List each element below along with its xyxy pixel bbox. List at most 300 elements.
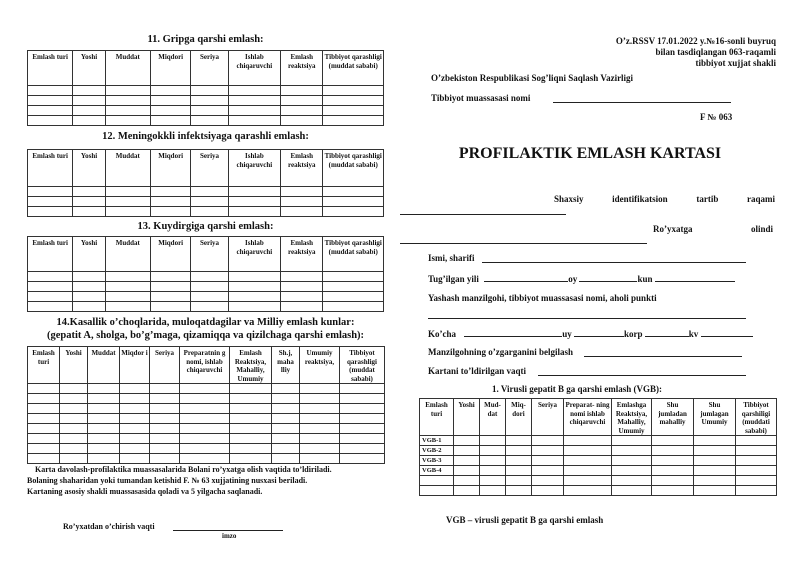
column-header: Emlash turi — [28, 51, 73, 86]
table-meningococcal — [27, 149, 384, 217]
table-cell[interactable] — [60, 444, 88, 454]
table-cell[interactable] — [105, 272, 150, 282]
table-cell[interactable] — [532, 436, 564, 446]
table-cell[interactable] — [506, 466, 532, 476]
table-cell[interactable] — [454, 476, 480, 486]
table-row — [28, 197, 384, 207]
table-cell[interactable] — [340, 404, 385, 414]
table-cell[interactable] — [323, 106, 384, 116]
table-cell[interactable] — [73, 96, 105, 106]
table-cell[interactable] — [28, 292, 73, 302]
table-cell[interactable] — [323, 86, 384, 96]
dob-label: Tug’ilgan yili — [428, 274, 479, 284]
table-cell[interactable] — [120, 384, 150, 394]
column-header: Emlash turi — [28, 237, 73, 272]
table-cell[interactable] — [120, 454, 150, 464]
table-cell[interactable] — [694, 446, 736, 456]
table-cell[interactable] — [506, 486, 532, 496]
table-cell[interactable] — [323, 116, 384, 126]
table-header-row — [28, 150, 384, 187]
table-cell[interactable] — [151, 187, 191, 197]
table-cell[interactable] — [88, 394, 120, 404]
table-cell[interactable] — [272, 424, 300, 434]
table-cell[interactable] — [60, 434, 88, 444]
table-cell[interactable] — [420, 476, 454, 486]
table-cell[interactable] — [454, 456, 480, 466]
table-cell[interactable] — [281, 86, 323, 96]
table-cell[interactable] — [612, 446, 652, 456]
table-cell[interactable] — [105, 197, 150, 207]
table-cell[interactable] — [73, 292, 105, 302]
table-cell[interactable] — [564, 456, 612, 466]
table-row — [28, 394, 385, 404]
filled-date-label: Kartani to’ldirilgan vaqti — [428, 366, 527, 376]
table-cell[interactable] — [28, 404, 60, 414]
table-cell[interactable] — [191, 96, 228, 106]
card-title: PROFILAKTIK EMLASH KARTASI — [458, 145, 722, 162]
table-cell[interactable] — [28, 116, 73, 126]
column-header: Emlash reaktsiya — [281, 51, 323, 86]
table-cell[interactable] — [736, 486, 777, 496]
table-cell[interactable] — [340, 414, 385, 424]
table-cell[interactable] — [180, 394, 230, 404]
table-cell[interactable] — [88, 384, 120, 394]
table-cell[interactable] — [564, 486, 612, 496]
table-cell[interactable] — [532, 466, 564, 476]
table-cell[interactable] — [120, 434, 150, 444]
table-cell[interactable] — [180, 414, 230, 424]
table-cell[interactable] — [228, 187, 280, 197]
table-cell[interactable] — [228, 302, 280, 312]
table-cell[interactable] — [88, 454, 120, 464]
table-cell[interactable] — [652, 446, 694, 456]
table-cell[interactable] — [28, 272, 73, 282]
table-cell[interactable] — [228, 197, 280, 207]
table-cell[interactable] — [272, 454, 300, 464]
table-cell[interactable] — [73, 197, 105, 207]
table-cell[interactable] — [694, 456, 736, 466]
table-cell[interactable] — [191, 282, 228, 292]
column-header: Emlash reaktsiya — [281, 150, 323, 187]
removal-date-label: Ro’yxatdan o’chirish vaqti — [63, 522, 155, 531]
table-row — [420, 486, 777, 496]
table-cell[interactable] — [323, 272, 384, 282]
column-header: Yoshi — [73, 150, 105, 187]
table-cell[interactable] — [230, 424, 272, 434]
table-cell[interactable] — [281, 116, 323, 126]
table-cell[interactable] — [230, 454, 272, 464]
table-cell[interactable] — [736, 466, 777, 476]
table-cell[interactable] — [28, 394, 60, 404]
table-cell[interactable] — [506, 456, 532, 466]
table-cell[interactable] — [151, 207, 191, 217]
column-header: Miqdori — [151, 51, 191, 86]
table-cell[interactable] — [105, 282, 150, 292]
registered-word-1: Ro’yxatga — [653, 224, 693, 234]
table-cell[interactable] — [323, 197, 384, 207]
table-cell[interactable] — [228, 282, 280, 292]
table-cell[interactable] — [340, 394, 385, 404]
table-cell[interactable] — [564, 476, 612, 486]
table-cell[interactable] — [180, 424, 230, 434]
column-header: Mud- dat — [480, 399, 506, 436]
table-cell[interactable] — [150, 414, 180, 424]
building-line — [645, 328, 689, 337]
column-header: Seriya — [191, 150, 228, 187]
table-cell[interactable] — [60, 424, 88, 434]
column-header: Tibbiyot qarashligi (muddat sababi) — [323, 150, 384, 187]
table-cell[interactable] — [694, 486, 736, 496]
table-cell[interactable] — [150, 404, 180, 414]
table-cell[interactable] — [151, 302, 191, 312]
table-cell[interactable] — [191, 272, 228, 282]
table-cell[interactable] — [652, 466, 694, 476]
table-cell[interactable] — [28, 434, 60, 444]
table-cell[interactable] — [105, 292, 150, 302]
dob-row — [428, 273, 735, 284]
table-cell[interactable] — [272, 434, 300, 444]
table-cell[interactable] — [694, 436, 736, 446]
table-cell[interactable] — [736, 456, 777, 466]
table-cell[interactable] — [73, 302, 105, 312]
table-cell[interactable] — [230, 394, 272, 404]
table-cell[interactable] — [73, 187, 105, 197]
registered-line — [400, 243, 647, 244]
table-cell[interactable] — [480, 456, 506, 466]
table-cell[interactable] — [694, 466, 736, 476]
table-cell[interactable] — [28, 86, 73, 96]
table-cell[interactable] — [736, 436, 777, 446]
table-cell[interactable] — [228, 86, 280, 96]
table-cell[interactable] — [230, 444, 272, 454]
section-14-title-1: 14.Kasallik o’choqlarida, muloqatdagilar va Milliy emlash kunlar: — [56, 317, 355, 328]
table-cell[interactable] — [228, 292, 280, 302]
table-cell[interactable] — [28, 444, 60, 454]
table-cell[interactable] — [73, 282, 105, 292]
table-cell[interactable] — [151, 96, 191, 106]
table-cell[interactable]: VGB-4 — [420, 466, 454, 476]
table-cell[interactable] — [612, 466, 652, 476]
table-cell[interactable] — [300, 394, 340, 404]
table-cell[interactable] — [88, 404, 120, 414]
table-cell[interactable] — [612, 456, 652, 466]
table-cell[interactable] — [272, 384, 300, 394]
table-cell[interactable] — [191, 187, 228, 197]
column-header: Seriya — [150, 347, 180, 384]
table-cell[interactable] — [120, 444, 150, 454]
table-cell[interactable] — [300, 424, 340, 434]
column-header: Emlash turi — [420, 399, 454, 436]
table-cell[interactable] — [454, 446, 480, 456]
table-cell[interactable] — [300, 414, 340, 424]
table-cell[interactable] — [28, 187, 73, 197]
table-cell[interactable] — [150, 424, 180, 434]
table-cell[interactable]: VGB-2 — [420, 446, 454, 456]
table-cell[interactable] — [73, 272, 105, 282]
table-cell[interactable] — [228, 116, 280, 126]
table-cell[interactable] — [564, 446, 612, 456]
personal-id-line — [400, 214, 566, 215]
table-cell[interactable] — [180, 454, 230, 464]
table-cell[interactable] — [28, 424, 60, 434]
vgb-title: 1. Virusli gepatit B ga qarshi emlash (VGB): — [492, 384, 663, 394]
table-cell[interactable] — [228, 106, 280, 116]
table-grip — [27, 50, 384, 126]
table-cell[interactable] — [28, 384, 60, 394]
column-header: Emlash reaktsiya — [281, 237, 323, 272]
table-cell[interactable] — [73, 106, 105, 116]
table-cell[interactable] — [191, 86, 228, 96]
table-cell[interactable] — [191, 106, 228, 116]
table-cell[interactable] — [105, 116, 150, 126]
table-cell[interactable] — [150, 454, 180, 464]
table-cell[interactable] — [652, 456, 694, 466]
table-cell[interactable] — [340, 424, 385, 434]
table-cell[interactable] — [230, 404, 272, 414]
table-cell[interactable] — [191, 302, 228, 312]
table-cell[interactable] — [323, 207, 384, 217]
table-cell[interactable] — [28, 106, 73, 116]
table-cell[interactable] — [228, 96, 280, 106]
table-cell[interactable] — [60, 394, 88, 404]
table-cell[interactable] — [120, 394, 150, 404]
dob-month-line — [579, 273, 637, 282]
table-cell[interactable] — [151, 282, 191, 292]
table-cell[interactable] — [60, 414, 88, 424]
table-cell[interactable] — [281, 282, 323, 292]
address-change-line — [584, 356, 742, 357]
table-cell[interactable] — [281, 292, 323, 302]
table-cell[interactable] — [532, 486, 564, 496]
table-cell[interactable] — [323, 292, 384, 302]
dob-day-label: kun — [637, 274, 653, 284]
table-cell[interactable] — [151, 292, 191, 302]
table-cell[interactable] — [340, 454, 385, 464]
table-header-row — [28, 237, 384, 272]
table-cell[interactable] — [150, 384, 180, 394]
table-cell[interactable] — [272, 444, 300, 454]
table-cell[interactable] — [480, 446, 506, 456]
table-cell[interactable] — [281, 302, 323, 312]
table-cell[interactable] — [736, 446, 777, 456]
table-cell[interactable] — [105, 302, 150, 312]
table-cell[interactable] — [300, 434, 340, 444]
order-line-1: O’z.RSSV 17.01.2022 y.№16-sonli buyruq — [615, 36, 776, 46]
table-cell[interactable] — [480, 476, 506, 486]
table-cell[interactable] — [88, 424, 120, 434]
table-cell[interactable] — [506, 476, 532, 486]
column-header: Ishlab chiqaruvchi — [228, 237, 280, 272]
table-cell[interactable] — [532, 476, 564, 486]
table-cell[interactable] — [612, 436, 652, 446]
vgb-caption: VGB – virusli gepatit B ga qarshi emlash — [446, 515, 604, 525]
table-cell[interactable] — [88, 444, 120, 454]
table-cell[interactable] — [612, 476, 652, 486]
table-cell[interactable] — [323, 96, 384, 106]
table-cell[interactable] — [150, 434, 180, 444]
table-cell[interactable] — [88, 414, 120, 424]
table-cell[interactable] — [612, 486, 652, 496]
column-header: Miqdori — [151, 150, 191, 187]
table-header-row — [420, 399, 777, 436]
table-cell[interactable] — [28, 414, 60, 424]
table-cell[interactable] — [281, 197, 323, 207]
section-12-title: 12. Meningokkli infektsiyaga qarashli emlash: — [102, 131, 309, 142]
column-header: Emlash Reaktsiya, Mahalliy, Umumiy — [230, 347, 272, 384]
table-cell[interactable] — [300, 454, 340, 464]
column-header: Ishlab chiqaruvchi — [228, 150, 280, 187]
table-cell[interactable] — [191, 292, 228, 302]
table-cell[interactable] — [323, 282, 384, 292]
table-cell[interactable] — [73, 207, 105, 217]
table-cell[interactable] — [28, 454, 60, 464]
table-cell[interactable] — [652, 476, 694, 486]
table-cell[interactable] — [88, 434, 120, 444]
table-row — [28, 444, 385, 454]
table-cell[interactable] — [532, 456, 564, 466]
table-cell[interactable] — [564, 466, 612, 476]
name-line — [482, 262, 746, 263]
table-cell[interactable] — [120, 424, 150, 434]
table-cell[interactable] — [454, 436, 480, 446]
form-number: F № 063 — [700, 112, 733, 122]
table-cell[interactable] — [454, 486, 480, 496]
table-cell[interactable] — [281, 207, 323, 217]
table-cell[interactable] — [151, 116, 191, 126]
table-cell[interactable] — [180, 384, 230, 394]
table-cell[interactable] — [480, 436, 506, 446]
table-cell[interactable] — [323, 187, 384, 197]
table-cell[interactable] — [105, 106, 150, 116]
column-header: Emlashga Reaktsiya, Mahalliy, Umumiy — [612, 399, 652, 436]
note-1: Karta davolash-profilaktika muassasalarida Bolani ro’yxatga olish vaqtida to’ldiriladi. — [35, 465, 332, 474]
table-cell[interactable]: VGB-1 — [420, 436, 454, 446]
table-cell[interactable] — [151, 86, 191, 96]
table-cell[interactable] — [60, 384, 88, 394]
address-change-label: Manzilgohning o’zgarganini belgilash — [428, 347, 574, 357]
table-cell[interactable] — [28, 207, 73, 217]
column-header: Seriya — [191, 237, 228, 272]
table-cell[interactable] — [28, 197, 73, 207]
section-14-title-2: (gepatit A, sholga, bo’g’maga, qizamiqqa va qizilchaga qarshi emlash): — [46, 330, 365, 341]
table-cell[interactable] — [694, 476, 736, 486]
table-cell[interactable] — [480, 486, 506, 496]
table-cell[interactable]: VGB-3 — [420, 456, 454, 466]
table-cell[interactable] — [506, 436, 532, 446]
column-header: Shu jumladan mahalliy — [652, 399, 694, 436]
table-cell[interactable] — [281, 96, 323, 106]
column-header: Muddat — [105, 150, 150, 187]
column-header: Muddat — [105, 51, 150, 86]
table-cell[interactable] — [652, 486, 694, 496]
table-cell[interactable] — [340, 434, 385, 444]
table-cell[interactable] — [73, 86, 105, 96]
table-cell[interactable] — [150, 444, 180, 454]
table-cell[interactable] — [151, 197, 191, 207]
table-cell[interactable] — [300, 384, 340, 394]
column-header: Seriya — [191, 51, 228, 86]
registered-word-2: olindi — [750, 224, 773, 234]
table-cell[interactable] — [300, 444, 340, 454]
table-cell[interactable] — [340, 384, 385, 394]
registered-label — [653, 224, 773, 234]
column-header: Tibbiyot qarashligi (muddat sababi) — [340, 347, 385, 384]
table-cell[interactable] — [228, 272, 280, 282]
street-row — [428, 328, 753, 339]
table-cell[interactable] — [272, 394, 300, 404]
table-cell[interactable] — [60, 404, 88, 414]
column-header: Yoshi — [60, 347, 88, 384]
table-cell[interactable] — [323, 302, 384, 312]
apartment-label: kv — [688, 329, 699, 339]
column-header: Yoshi — [73, 237, 105, 272]
table-cell[interactable] — [230, 384, 272, 394]
table-cell[interactable] — [120, 414, 150, 424]
table-cell[interactable] — [230, 414, 272, 424]
table-cell[interactable] — [506, 446, 532, 456]
table-cell[interactable] — [151, 272, 191, 282]
table-cell[interactable] — [300, 404, 340, 414]
table-cell[interactable] — [105, 86, 150, 96]
table-cell[interactable] — [564, 436, 612, 446]
institution-line — [553, 102, 731, 103]
street-line — [464, 328, 562, 337]
table-cell[interactable] — [281, 187, 323, 197]
table-cell[interactable] — [28, 302, 73, 312]
table-cell[interactable] — [105, 207, 150, 217]
table-cell[interactable] — [180, 434, 230, 444]
table-cell[interactable] — [736, 476, 777, 486]
table-cell[interactable] — [230, 434, 272, 444]
table-cell[interactable] — [191, 116, 228, 126]
table-cell[interactable] — [150, 394, 180, 404]
column-header: Muddat — [88, 347, 120, 384]
table-cell[interactable] — [105, 96, 150, 106]
table-cell[interactable] — [340, 444, 385, 454]
table-cell[interactable] — [105, 187, 150, 197]
table-row — [420, 456, 777, 466]
table-cell[interactable] — [272, 414, 300, 424]
table-cell[interactable] — [228, 207, 280, 217]
note-2: Bolaning shaharidan yoki tumandan ketishid F. № 63 xujjatining nusxasi beriladi. — [27, 476, 308, 485]
address-line — [428, 318, 746, 319]
table-cell[interactable] — [180, 404, 230, 414]
table-cell[interactable] — [60, 454, 88, 464]
table-cell[interactable] — [151, 106, 191, 116]
table-cell[interactable] — [281, 272, 323, 282]
table-cell[interactable] — [120, 404, 150, 414]
table-cell[interactable] — [180, 444, 230, 454]
table-cell[interactable] — [73, 116, 105, 126]
name-label: Ismi, sharifi — [428, 253, 475, 263]
table-cell[interactable] — [28, 282, 73, 292]
column-header: Preparatnin g nomi, ishlab chiqaruvchi — [180, 347, 230, 384]
table-cell[interactable] — [420, 486, 454, 496]
table-cell[interactable] — [652, 436, 694, 446]
table-cell[interactable] — [191, 207, 228, 217]
apartment-line — [701, 328, 753, 337]
table-header-row — [28, 51, 384, 86]
table-cell[interactable] — [281, 106, 323, 116]
table-cell[interactable] — [454, 466, 480, 476]
table-cell[interactable] — [28, 96, 73, 106]
table-cell[interactable] — [480, 466, 506, 476]
table-cell[interactable] — [191, 197, 228, 207]
column-header: Miqdori — [151, 237, 191, 272]
table-cell[interactable] — [532, 446, 564, 456]
table-cell[interactable] — [272, 404, 300, 414]
signature-caption: imzo — [222, 532, 237, 540]
